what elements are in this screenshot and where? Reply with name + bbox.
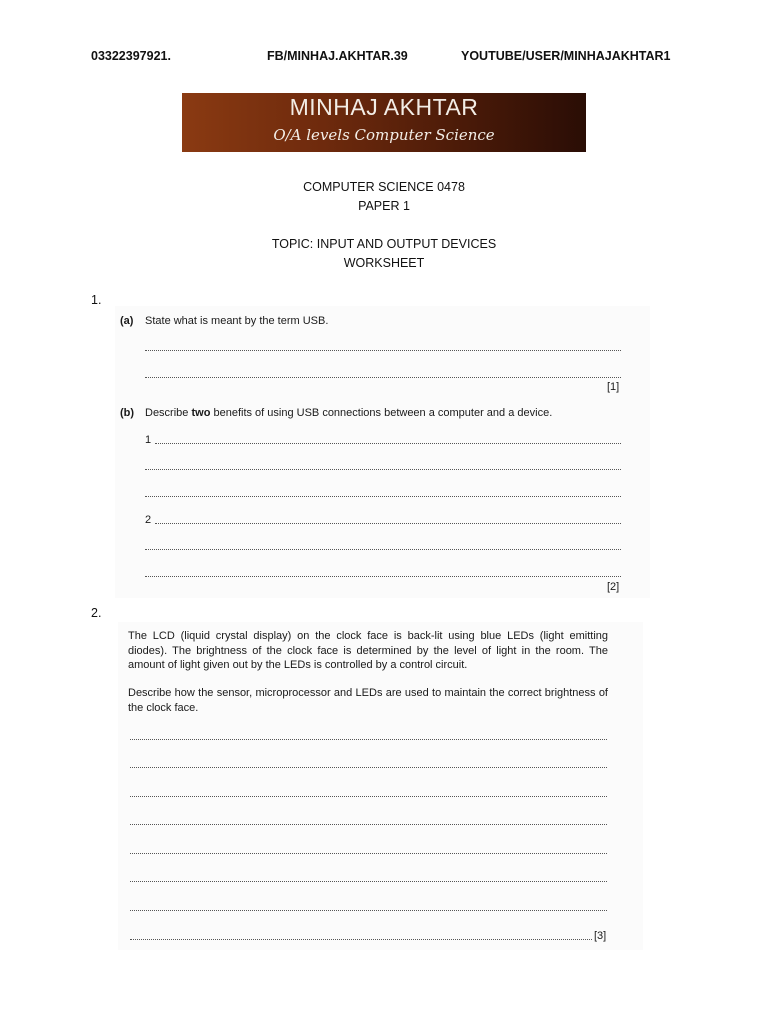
answer-line[interactable] — [145, 576, 621, 577]
answer-line[interactable] — [130, 767, 607, 768]
answer-line[interactable] — [130, 881, 607, 882]
answer-line[interactable] — [145, 469, 621, 470]
question-1-scan — [115, 306, 650, 598]
answer-line[interactable] — [130, 939, 592, 940]
question-2-scan — [118, 622, 643, 950]
q1a-marks: [1] — [607, 381, 620, 393]
answer-line[interactable] — [130, 739, 607, 740]
header-phone: 03322397921. — [91, 49, 171, 63]
answer-line[interactable] — [145, 377, 621, 378]
paper-title: PAPER 1 — [358, 199, 410, 213]
q1b-text-start: Describe — [145, 407, 192, 419]
answer-line[interactable] — [145, 350, 621, 351]
banner-subtitle: O/A levels Computer Science — [273, 126, 495, 144]
question-2-number: 2. — [91, 606, 102, 620]
worksheet-title: WORKSHEET — [343, 256, 425, 270]
question-1-number: 1. — [91, 293, 102, 307]
q2-question-paragraph: Describe how the sensor, microprocessor and LEDs are used to maintain the correct brightness of the clock face. — [128, 687, 608, 714]
answer-line[interactable] — [155, 523, 621, 524]
topic-title: TOPIC: INPUT AND OUTPUT DEVICES — [271, 237, 497, 251]
q1b-marks: [2] — [607, 581, 620, 593]
q1b-text-bold: two — [191, 407, 211, 419]
q1b-item-1-label: 1 — [145, 434, 152, 446]
q1b-item-2-label: 2 — [145, 514, 152, 526]
q1b-text-end: benefits of using USB connections between a computer and a device. — [210, 407, 553, 419]
author-banner — [182, 93, 586, 152]
page-header — [0, 49, 768, 65]
q2-context-paragraph: The LCD (liquid crystal display) on the clock face is back-lit using blue LEDs (light emitting diodes). The brightness of the clock face is determined by the level of light in the room. The amount of light given out by the LEDs is controlled by a control circuit. — [128, 630, 608, 671]
answer-line[interactable] — [145, 549, 621, 550]
q2-marks: [3] — [594, 930, 607, 942]
header-facebook: FB/MINHAJ.AKHTAR.39 — [267, 49, 408, 63]
q1a-label: (a) — [120, 315, 134, 327]
answer-line[interactable] — [155, 443, 621, 444]
course-title: COMPUTER SCIENCE 0478 — [303, 180, 465, 194]
header-youtube: YOUTUBE/USER/MINHAJAKHTAR1 — [461, 49, 671, 63]
q1b-text — [145, 407, 552, 419]
answer-line[interactable] — [130, 824, 607, 825]
course-title-block — [0, 178, 768, 216]
q1a-text: State what is meant by the term USB. — [145, 315, 329, 327]
q1b-label: (b) — [120, 407, 135, 419]
banner-name: MINHAJ AKHTAR — [289, 94, 479, 120]
answer-line[interactable] — [145, 496, 621, 497]
answer-line[interactable] — [130, 796, 607, 797]
answer-line[interactable] — [130, 853, 607, 854]
answer-line[interactable] — [130, 910, 607, 911]
topic-title-block — [0, 235, 768, 273]
